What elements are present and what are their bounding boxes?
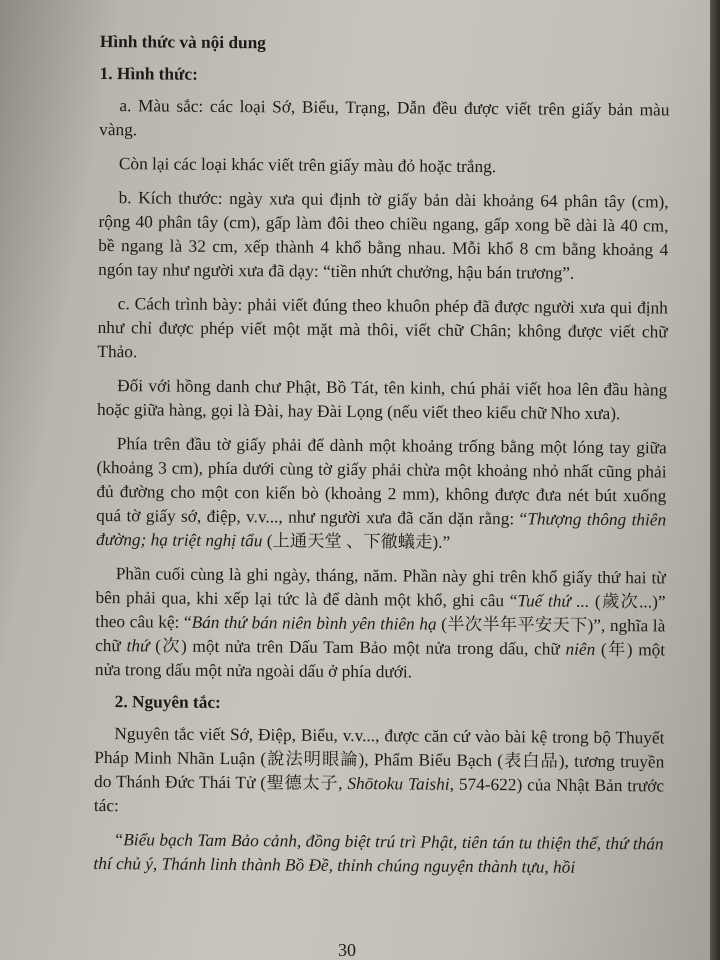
verse-italic: “Biểu bạch Tam Bảo cảnh, đồng biệt trú trì Phật, tiên tán tu thiện thể, thứ thán thí chủ ý, Thánh linh thành Bồ Đề, thỉnh chúng nguyện thành tựu, hồi xyxy=(93,830,664,877)
paragraph-date: Phần cuối cùng là ghi ngày, tháng, năm. Phần này ghi trên khổ giấy thứ hai từ bên phải qua, khi xếp lại tức là để dành một khổ, ghi câu “Tuế thứ ... (歲次...)” theo câu kệ: “Bán thứ bán niên bình yên thiên hạ (半次半年平安天下)”, nghĩa là chữ thứ (次) một nửa trên Dấu Tam Bảo một nửa trong dấu, chữ niên (年) một nửa trong dấu một nửa ngoài dấu ở phía dưới. xyxy=(94,564,666,682)
paragraph-layout: c. Cách trình bày: phải viết đúng theo khuôn phép đã được người xưa qui định như chỉ được phép viết một mặt mà thôi, viết chữ Chân; không được viết chữ Thảo. xyxy=(97,294,668,362)
paragraph-verse xyxy=(93,828,663,880)
paragraph-margins: Phía trên đầu tờ giấy phải để dành một khoảng trống bằng một lóng tay giữa (khoảng 3 cm), phía dưới cùng tờ giấy phải chừa một khoảng nhỏ nhất cũng phải đủ đường cho một con kiến bò (khoảng 2 mm), không được đưa nét bút xuống quá tờ giấy sớ, điệp, v.v..., như người xưa đã căn dặn rằng: “Thượng thông thiên đường; hạ triệt nghị tẩu (上通天堂 、下徹蟻走).” xyxy=(95,434,667,552)
page-content xyxy=(93,30,670,880)
quote-italic: Thượng thông thiên đường; hạ triệt nghị tẩu xyxy=(95,509,667,551)
paragraph-size: b. Kích thước: ngày xưa qui định tờ giấy bản dài khoảng 64 phân tây (cm), rộng 40 phân tây (cm), gấp làm đôi theo chiều ngang, gấp xong bề dài là 40 cm, bề ngang là 32 cm, xếp thành 4 khổ bằng nhau. Mỗi khổ 8 cm bằng khoảng 4 ngón tay như người xưa đã dạy: “tiền nhứt chưởng, hậu bán trương”. xyxy=(98,188,669,283)
page-number: 30 xyxy=(338,940,356,960)
paragraph-principle: Nguyên tắc viết Sớ, Điệp, Biểu, v.v..., được căn cứ vào bài kệ trong bộ Thuyết Pháp Minh Nhãn Luận (說法明眼論), Phẩm Biểu Bạch (表白品), tương truyền do Thánh Đức Thái Tử (聖德太子, Shōtoku Taishi, 574-622) của Nhật Bản trước tác: xyxy=(93,724,665,816)
paragraph-color: a. Màu sắc: các loại Sớ, Biểu, Trạng, Dẫn đều được viết trên giấy bản màu vàng. xyxy=(99,96,670,140)
book-spine xyxy=(710,0,720,960)
page-heading: Hình thức và nội dung xyxy=(99,31,266,53)
section-2-title: 2. Nguyên tắc: xyxy=(114,692,221,712)
paragraph-color-other: Còn lại các loại khác viết trên giấy màu đỏ hoặc trắng. xyxy=(118,154,497,177)
section-1-title: 1. Hình thức: xyxy=(99,63,198,84)
paragraph-names: Đối với hồng danh chư Phật, Bồ Tát, tên kinh, chú phải viết hoa lên đầu hàng hoặc giữa hàng, gọi là Đài, hay Đài Lọng (nếu viết theo kiểu chữ Nho xưa). xyxy=(96,376,668,424)
